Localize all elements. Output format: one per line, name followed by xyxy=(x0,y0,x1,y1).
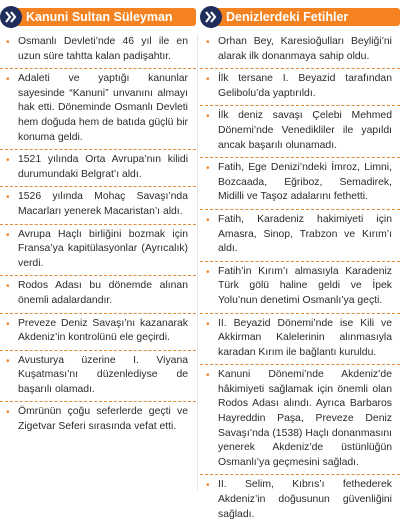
list-item-text: Avrupa Haçlı birliğini bozmak için Fransa’ya kapitülasyonlar (Ayrıcalık) verdi. xyxy=(18,228,188,269)
list-item xyxy=(200,314,400,366)
list-item xyxy=(200,69,400,106)
list-item xyxy=(0,150,196,187)
double-chevron-right-icon xyxy=(200,6,222,28)
list-item xyxy=(0,276,196,313)
double-chevron-right-icon xyxy=(0,6,22,28)
bullet-dot-icon: • xyxy=(206,111,210,123)
list-item-text: II. Selim, Kıbrıs’ı fethederek Akdeniz’in doğusunun güvenliğini sağladı. xyxy=(218,479,392,520)
right-list xyxy=(200,32,400,526)
bullet-dot-icon: • xyxy=(6,74,10,86)
list-item-text: Orhan Bey, Karesioğulları Beyliği’ni alarak ilk donanmaya sahip oldu. xyxy=(218,36,392,62)
list-item xyxy=(0,187,196,224)
right-section-title: Denizlerdeki Fetihler xyxy=(216,8,400,26)
right-section-header xyxy=(200,6,400,28)
list-item-text: Rodos Adası bu dönemde alınan önemli adalardandır. xyxy=(18,280,188,306)
bullet-dot-icon: • xyxy=(206,480,210,492)
list-item-text: 1526 yılında Mohaç Savaşı’nda Macarları yenerek Macaristan’ı aldı. xyxy=(18,191,188,217)
left-section-title: Kanuni Sultan Süleyman xyxy=(16,8,196,26)
bullet-dot-icon: • xyxy=(6,155,10,167)
list-item-text: Fatih, Ege Denizi’ndeki İmroz, Limni, Bozcaada, Eğriboz, Semadirek, Midilli ve Taşoz adalarını fethetti. xyxy=(218,162,392,203)
list-item xyxy=(200,32,400,69)
list-item xyxy=(0,402,196,438)
bullet-dot-icon: • xyxy=(206,74,210,86)
bullet-dot-icon: • xyxy=(6,355,10,367)
list-item-text: Preveze Deniz Savaşı’nı kazanarak Akdeniz’in kontrolünü ele geçirdi. xyxy=(18,317,188,344)
list-item xyxy=(200,106,400,158)
bullet-dot-icon: • xyxy=(206,37,210,48)
bullet-dot-icon: • xyxy=(6,229,10,241)
list-item-text: İlk tersane I. Beyazid tarafından Gelibolu’da yaptırıldı. xyxy=(218,73,392,99)
list-item xyxy=(0,225,196,277)
list-item xyxy=(200,210,400,262)
list-item-text: İlk deniz savaşı Çelebi Mehmed Dönemi’nde Venedikliler ile yapıldı ancak başarılı olunamadı. xyxy=(218,110,392,151)
list-item-text: Fatih, Karadeniz hakimiyeti için Amasra, Sinop, Trabzon ve Kırım’ı aldı. xyxy=(218,213,392,255)
list-item xyxy=(200,475,400,526)
bullet-dot-icon: • xyxy=(206,266,210,278)
left-section-header xyxy=(0,6,196,28)
bullet-dot-icon: • xyxy=(6,407,10,419)
list-item-text: II. Beyazid Dönemi’nde ise Kili ve Akkirman Kalelerinin alınmasıyla karadan Kırım ile bağlantı kuruldu. xyxy=(218,317,392,358)
bullet-dot-icon: • xyxy=(206,370,210,382)
bullet-dot-icon: • xyxy=(6,281,10,293)
right-column xyxy=(200,0,400,526)
list-item xyxy=(0,351,196,403)
list-item-text: Kanuni Dönemi’nde Akdeniz’de hâkimiyeti sağlamak için önemli olan Rodos Adası alındı. Ayrıca Barbaros Hayreddin Paşa, Preveze Deniz Savaşı’nda (1538) Haçlı donanmasını yenerek Akdeniz’de üstünlüğün Osmanlı’ya geçmesini sağladı. xyxy=(218,369,392,468)
list-item xyxy=(200,158,400,210)
bullet-dot-icon: • xyxy=(206,163,210,175)
list-item xyxy=(0,314,196,351)
list-item-text: Osmanlı Devleti’nde 46 yıl ile en uzun süre tahtta kalan padişahtır. xyxy=(18,36,188,62)
column-divider xyxy=(197,34,198,490)
list-item-text: Ömrünün çoğu seferlerde geçti ve Zigetvar Seferi sırasında vefat etti. xyxy=(18,406,188,433)
list-item xyxy=(200,365,400,475)
bullet-dot-icon: • xyxy=(6,37,10,48)
bullet-dot-icon: • xyxy=(6,192,10,204)
list-item-text: Avusturya üzerine I. Viyana Kuşatması’nı düzenlediyse de başarılı olamadı. xyxy=(18,354,188,395)
left-list xyxy=(0,32,196,439)
list-item xyxy=(0,32,196,69)
list-item xyxy=(200,262,400,314)
list-item-text: 1521 yılında Orta Avrupa’nın kilidi durumundaki Belgrat’ı aldı. xyxy=(18,154,188,180)
list-item xyxy=(0,69,196,150)
bullet-dot-icon: • xyxy=(206,318,210,330)
list-item-text: Adaleti ve yaptığı kanunlar sayesinde “Kanuni” unvanını almayı hak etti. Döneminde Osmanlı Devleti hem doğuda hem de batıda güçlü bir konuma geldi. xyxy=(18,73,188,143)
list-item-text: Fatih’in Kırım’ı almasıyla Karadeniz Türk gölü haline geldi ve İpek Yolu’nun denetimi Osmanlı’ya geçti. xyxy=(218,265,392,306)
bullet-dot-icon: • xyxy=(6,318,10,330)
bullet-dot-icon: • xyxy=(206,214,210,226)
left-column xyxy=(0,0,196,439)
